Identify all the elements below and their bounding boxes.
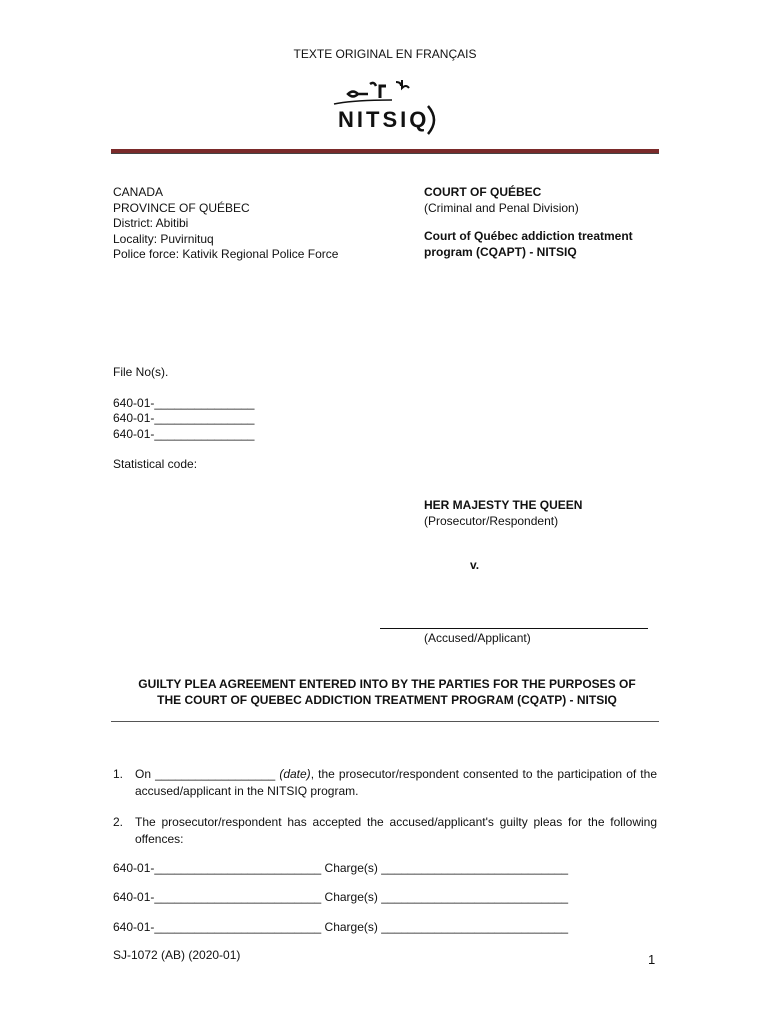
clause-1-body: , the prosecutor/respondent consented to the participation of the accused/applicant in the NITSIQ program.	[135, 767, 657, 798]
statistical-code[interactable]: Statistical code:	[113, 457, 198, 471]
clause-1-text	[135, 766, 657, 800]
file-no-1[interactable]: 640-01-_______________	[113, 395, 255, 410]
program-line-2: program (CQAPT) - NITSIQ	[424, 244, 577, 259]
clause-1-date-hint: (date)	[279, 767, 311, 781]
page-number: 1	[648, 952, 656, 967]
title-line-1: GUILTY PLEA AGREEMENT ENTERED INTO BY THE PARTIES FOR THE PURPOSES OF	[138, 677, 636, 691]
form-code: SJ-1072 (AB) (2020-01)	[113, 948, 241, 962]
title-rule	[111, 721, 659, 722]
clause-1	[113, 766, 657, 800]
file-numbers-block	[113, 365, 254, 473]
prosecutor-block	[424, 498, 582, 529]
file-no-3[interactable]: 640-01-_______________	[113, 426, 255, 441]
clause-2-text: The prosecutor/respondent has accepted the accused/applicant's guilty pleas for the following offences:	[135, 815, 657, 846]
country: CANADA	[113, 185, 164, 199]
file-no-2[interactable]: 640-01-_______________	[113, 411, 255, 425]
accused-role: (Accused/Applicant)	[424, 631, 531, 645]
title-line-2: THE COURT OF QUEBEC ADDICTION TREATMENT PROGRAM (CQATP) - NITSIQ	[157, 692, 617, 707]
crown-name: HER MAJESTY THE QUEEN	[424, 498, 583, 512]
district: District: Abitibi	[113, 216, 189, 230]
clause-2-number: 2.	[113, 815, 124, 829]
program-line-1: Court of Québec addiction treatment	[424, 229, 633, 243]
header-rule	[111, 149, 659, 154]
versus-label: v.	[470, 558, 480, 572]
file-no-label: File No(s).	[113, 365, 169, 379]
police-force: Police force: Kativik Regional Police Force	[113, 247, 339, 261]
original-text-note: TEXTE ORIGINAL EN FRANÇAIS	[293, 47, 477, 61]
charge-line-3[interactable]: 640-01-_________________________ Charge(s) ____________________________	[113, 920, 569, 934]
nitsiq-logo	[332, 76, 442, 140]
court-division: (Criminal and Penal Division)	[424, 200, 579, 215]
agreement-title	[113, 677, 661, 708]
crown-role: (Prosecutor/Respondent)	[424, 513, 559, 528]
clause-2	[113, 814, 657, 848]
court-block	[424, 185, 633, 260]
court-name: COURT OF QUÉBEC	[424, 185, 542, 199]
clause-1-date-blank[interactable]: On __________________	[135, 767, 280, 781]
clause-1-number: 1.	[113, 767, 124, 781]
charge-line-2[interactable]: 640-01-_________________________ Charge(s) ____________________________	[113, 890, 569, 904]
charge-line-1[interactable]: 640-01-_________________________ Charge(s) ____________________________	[113, 861, 569, 875]
province: PROVINCE OF QUÉBEC	[113, 200, 250, 215]
accused-name-line[interactable]	[380, 628, 648, 629]
locality: Locality: Puvirnituq	[113, 231, 214, 246]
jurisdiction-block	[113, 185, 338, 263]
logo-text: NITSIQ	[338, 107, 430, 132]
